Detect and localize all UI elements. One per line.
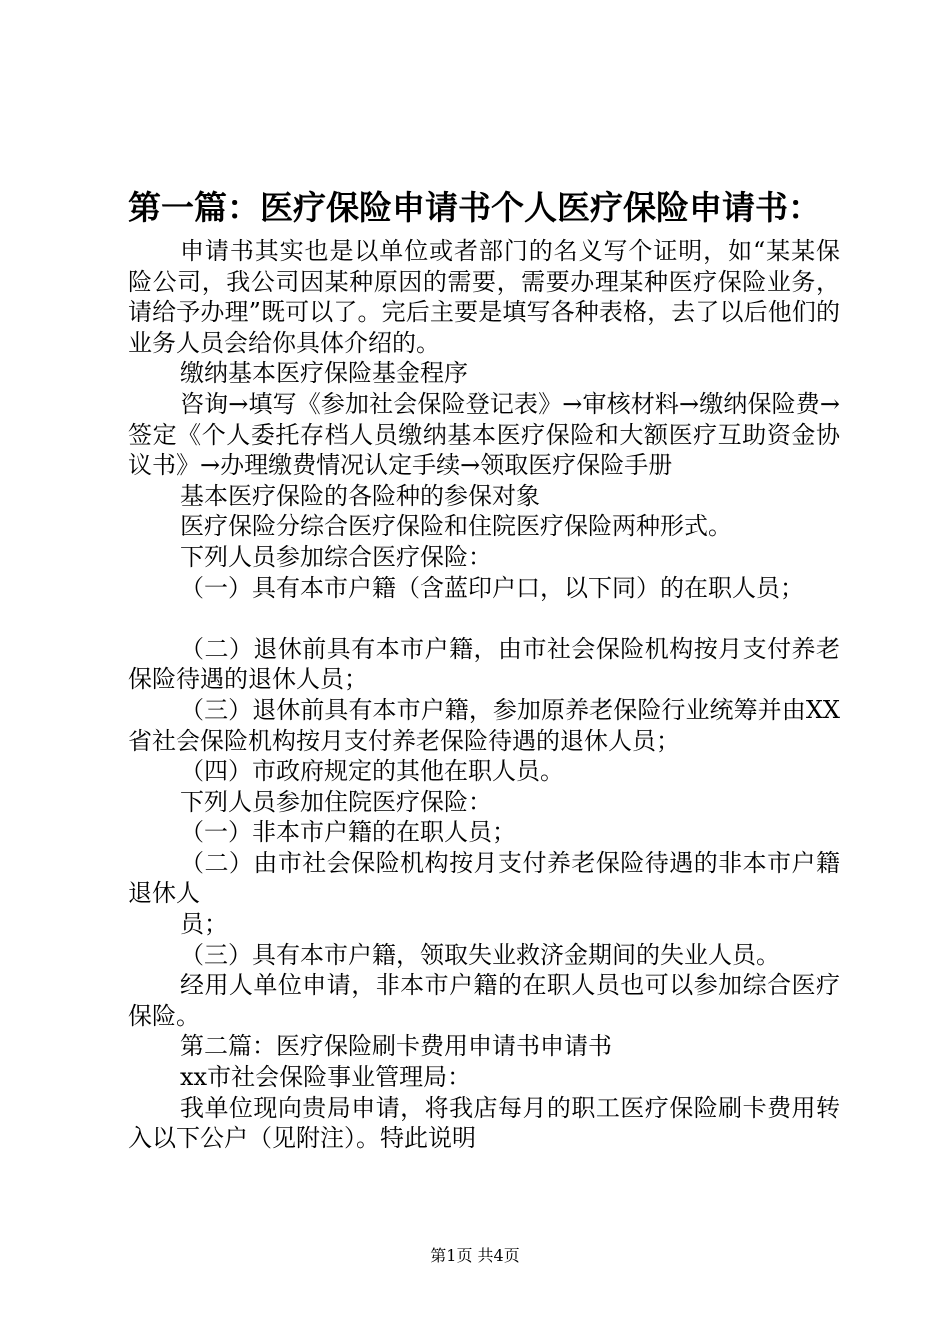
paragraph-intro: 申请书其实也是以单位或者部门的名义写个证明，如“某某保险公司，我公司因某种原因的需要，需要办理某种医疗保险业务，请给予办理”既可以了。完后主要是填写各种表格，去了以后他们的业务人员会给你具体介绍的。 [128, 237, 840, 357]
list-item-inpatient-1: （一）非本市户籍的在职人员； [180, 818, 516, 847]
list-item-comprehensive-2: （二）退休前具有本市户籍，由市社会保险机构按月支付养老保险待遇的退休人员； [128, 634, 840, 694]
paragraph-procedure-steps: 咨询→填写《参加社会保险登记表》→审核材料→缴纳保险费→签定《个人委托存档人员缴纳基本医疗保险和大额医疗互助资金协议书》→办理缴费情况认定手续→领取医疗保险手册 [128, 389, 840, 480]
paragraph-insurance-types: 医疗保险分综合医疗保险和住院医疗保险两种形式。 [180, 512, 732, 541]
list-item-inpatient-3: （三）具有本市户籍，领取失业救济金期间的失业人员。 [180, 940, 780, 969]
letter-recipient: xx市社会保险事业管理局： [180, 1063, 472, 1092]
paragraph-coverage-heading: 基本医疗保险的各险种的参保对象 [180, 481, 540, 510]
paragraph-employer-application: 经用人单位申请，非本市户籍的在职人员也可以参加综合医疗保险。 [128, 971, 840, 1030]
page-number-footer: 第1页 共4页 [430, 1246, 520, 1265]
document-body [128, 236, 840, 1154]
document-title: 第一篇：医疗保险申请书个人医疗保险申请书： [128, 188, 821, 227]
section-two-heading: 第二篇：医疗保险刷卡费用申请书申请书 [180, 1032, 612, 1061]
paragraph-inpatient-heading: 下列人员参加住院医疗保险： [180, 787, 492, 816]
list-item-inpatient-2-continued: 员； [180, 910, 228, 939]
list-item-comprehensive-4: （四）市政府规定的其他在职人员。 [180, 757, 564, 786]
list-item-inpatient-2: （二）由市社会保险机构按月支付养老保险待遇的非本市户籍退休人 [128, 848, 840, 908]
list-item-comprehensive-3: （三）退休前具有本市户籍，参加原养老保险行业统筹并由XX省社会保险机构按月支付养老保险待遇的退休人员； [128, 695, 840, 755]
list-item-comprehensive-1: （一）具有本市户籍（含蓝印户口，以下同）的在职人员； [180, 573, 804, 602]
blank-line [128, 603, 840, 634]
paragraph-procedure-heading: 缴纳基本医疗保险基金程序 [180, 359, 468, 388]
letter-body: 我单位现向贵局申请，将我店每月的职工医疗保险刷卡费用转入以下公户（见附注）。特此说明 [128, 1093, 840, 1153]
paragraph-comprehensive-heading: 下列人员参加综合医疗保险： [180, 542, 492, 571]
